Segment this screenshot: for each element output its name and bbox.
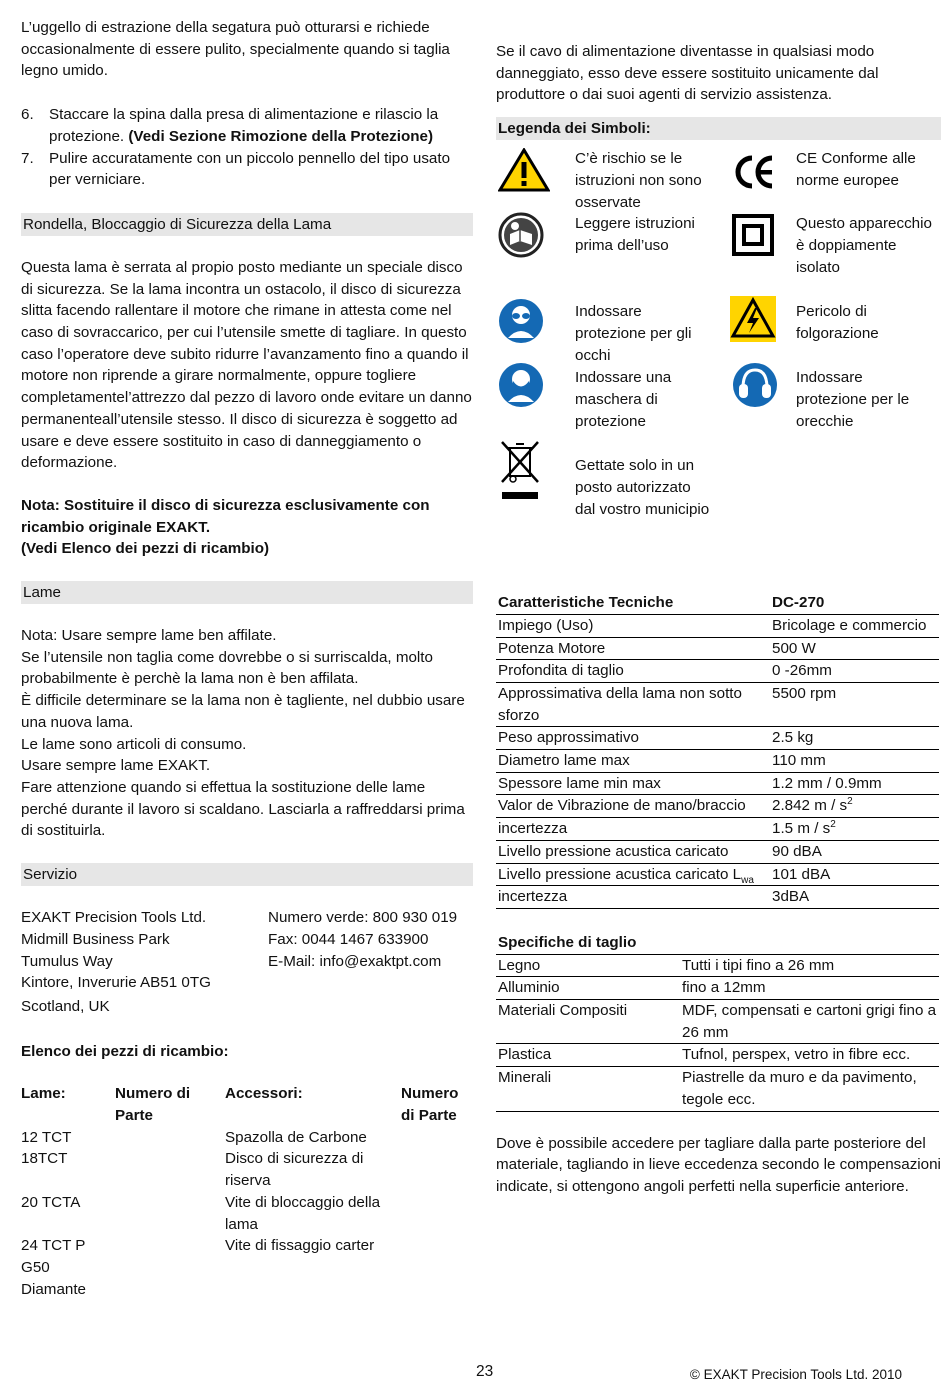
- step-item: [21, 148, 473, 191]
- address-line: EXAKT Precision Tools Ltd.: [21, 909, 207, 927]
- double-insulated-icon: [732, 214, 782, 264]
- table-row: [496, 818, 939, 841]
- symbol-label: Indossare una maschera di protezione: [575, 369, 672, 430]
- step-item: [21, 104, 473, 147]
- parts-heading: Elenco dei pezzi di ricambio:: [21, 1042, 229, 1060]
- spec-cell: fino a 12mm: [680, 977, 939, 1000]
- tech-heading: Caratteristiche Tecniche: [496, 592, 770, 614]
- blade-cell: 20 TCTA: [21, 1193, 81, 1211]
- material-cell: Minerali: [496, 1067, 680, 1111]
- step-number: 7.: [21, 149, 34, 167]
- table-row: [496, 750, 939, 773]
- spec-key: Impiego (Uso): [496, 614, 770, 637]
- material-cell: Alluminio: [496, 977, 680, 1000]
- washer-note-ref: (Vedi Elenco dei pezzi di ricambio): [21, 540, 270, 558]
- email-address[interactable]: E-Mail: info@exaktpt.com: [268, 952, 442, 970]
- symbol-label: Indossare protezione per le orecchie: [796, 369, 910, 430]
- symbol-label: Gettate solo in un posto autorizzato dal vostro municipio: [575, 457, 710, 518]
- symbol-label: Leggere istruzioni prima dell’uso: [575, 215, 695, 254]
- left-column: [21, 17, 473, 1300]
- parts-table: [21, 1083, 473, 1300]
- step-text: Pulire accuratamente con un piccolo pennello del tipo usato per verniciare.: [49, 149, 451, 189]
- section-heading-legend: Legenda dei Simboli:: [496, 117, 941, 140]
- tech-header-row: [496, 592, 939, 614]
- phone-number: Numero verde: 800 930 019: [268, 909, 458, 927]
- steps-list: [21, 104, 473, 191]
- symbol-label: Questo apparecchio è doppiamente isolato: [796, 215, 932, 276]
- spec-key: Approssimativa della lama non sotto sforzo: [496, 682, 770, 726]
- spec-cell: MDF, compensati e cartoni grigi fino a 26 mm: [680, 1000, 939, 1044]
- symbol-label: CE Conforme alle norme europee: [796, 150, 916, 189]
- table-row: [496, 727, 939, 750]
- address-line: Midmill Business Park: [21, 930, 170, 948]
- warning-triangle-icon: [498, 148, 548, 198]
- blades-line: Fare attenzione quando si effettua la sostituzione delle lame perché durante il lavoro si scaldano. Lasciarla a raffreddarsi prima di sostituirla.: [21, 778, 465, 840]
- table-row: [496, 795, 939, 818]
- spec-key: Valor de Vibrazione de mano/braccio: [496, 795, 770, 818]
- col-header: Accessori:: [225, 1085, 303, 1103]
- intro-text: L’uggello di estrazione della segatura può otturarsi e richiede occasionalmente di essere pulito, specialmente quando si taglia legno umido.: [21, 19, 450, 80]
- spec-value: 90 dBA: [770, 840, 939, 863]
- col-header: Lame:: [21, 1085, 66, 1103]
- spec-key: [496, 863, 770, 886]
- page-number: 23: [476, 1363, 494, 1380]
- cutting-specs-table: [496, 932, 939, 1112]
- symbol-label: Indossare protezione per gli occhi: [575, 303, 692, 364]
- step-text: Staccare la spina dalla presa di alimentazione e rilascio la protezione.: [49, 106, 439, 145]
- electric-hazard-icon: [730, 296, 780, 346]
- section-heading-washer: Rondella, Bloccaggio di Sicurezza della Lama: [21, 213, 473, 236]
- blades-line: Le lame sono articoli di consumo.: [21, 735, 247, 753]
- spec-key-text: Livello pressione acustica caricato L: [498, 865, 742, 883]
- subscript: wa: [741, 874, 754, 886]
- spec-value: Bricolage e commercio: [770, 614, 939, 637]
- table-row: [496, 1044, 939, 1067]
- table-row: [496, 863, 939, 886]
- spec-cell: Tufnol, perspex, vetro in fibre ecc.: [680, 1044, 939, 1067]
- table-row: [496, 1067, 939, 1111]
- blades-line: Usare sempre lame EXAKT.: [21, 757, 211, 775]
- spec-key: Profondita di taglio: [496, 660, 770, 683]
- accessory-cell: Spazolla de Carbone: [225, 1128, 367, 1146]
- section-heading-service: Servizio: [21, 863, 473, 886]
- ear-protection-icon: [732, 362, 782, 412]
- superscript: 2: [830, 819, 836, 831]
- spec-value: 2.5 kg: [770, 727, 939, 750]
- tech-specs-table: [496, 592, 939, 909]
- closing-text: Dove è possibile accedere per tagliare dalla parte posteriore del materiale, tagliando in lieve eccedenza secondo le compensazioni indicate, si ottengono angoli perfetti nella superficie anteriore.: [496, 1134, 941, 1195]
- step-ref: (Vedi Sezione Rimozione della Protezione): [128, 127, 434, 145]
- table-row: [496, 886, 939, 909]
- superscript: 2: [847, 796, 853, 808]
- spec-value: 3dBA: [770, 886, 939, 909]
- spec-value: [770, 795, 939, 818]
- tech-model: DC-270: [770, 592, 939, 614]
- spec-value: 5500 rpm: [770, 682, 939, 726]
- step-number: 6.: [21, 106, 34, 124]
- service-address: [21, 907, 268, 1018]
- section-heading-blades: Lame: [21, 581, 473, 604]
- table-row: [496, 840, 939, 863]
- table-row: [496, 772, 939, 795]
- service-info: [21, 907, 473, 1018]
- spec-key: incertezza: [496, 886, 770, 909]
- spec-key: Spessore lame min max: [496, 772, 770, 795]
- right-column: [496, 17, 941, 1198]
- dust-mask-icon: [498, 362, 548, 412]
- spec-key: Livello pressione acustica caricato: [496, 840, 770, 863]
- material-cell: Legno: [496, 954, 680, 977]
- spec-cell: Tutti i tipi fino a 26 mm: [680, 954, 939, 977]
- spec-value: [770, 818, 939, 841]
- table-row: [21, 1127, 473, 1149]
- read-manual-icon: [498, 212, 548, 262]
- blade-cell: 18TCT: [21, 1150, 68, 1168]
- copyright: © EXAKT Precision Tools Ltd. 2010: [689, 1367, 902, 1382]
- symbols-legend: [496, 140, 941, 570]
- washer-text: Questa lama è serrata al propio posto mediante un speciale disco di sicurezza. Se la lama incontra un ostacolo, il disco di sicurezza slitta facendo rallentare il motore che rimane in attesta come nel caso di sovraccarico, per cui l’utensile smette di tagliare. In questo caso l’operatore deve subito ridurre l’avanzamento fino a quando il motore non riprende a girare normalmente, oppure togliere completamentel’attrezzo dal pezzo di lavoro onde evitare un danno permanenteall’utensile stesso. Il disco di sicurezza è soggetto ad usare e deve essere sostituito in caso di danneggiamento o deformazione.: [21, 258, 472, 472]
- table-row: [21, 1235, 473, 1300]
- table-row: [21, 1192, 473, 1235]
- spec-value: 0 -26mm: [770, 660, 939, 683]
- blade-cell: 12 TCT: [21, 1128, 72, 1146]
- spec-value: 500 W: [770, 637, 939, 660]
- service-contact: [268, 907, 457, 1018]
- eye-protection-icon: [498, 298, 548, 348]
- parts-header-row: [21, 1083, 473, 1126]
- blades-line: Se l’utensile non taglia come dovrebbe o si surriscalda, molto probabilmente è perchè la lama non è ben affilata.: [21, 648, 433, 688]
- symbol-label: C’è rischio se le istruzioni non sono osservate: [575, 150, 702, 211]
- washer-note: Nota: Sostituire il disco di sicurezza esclusivamente con ricambio originale EXAKT.: [21, 496, 430, 536]
- ce-mark-icon: [732, 152, 782, 202]
- table-row: [496, 660, 939, 683]
- table-row: [21, 1148, 473, 1191]
- spec-value-text: 1.5 m / s: [772, 820, 831, 838]
- table-row: [496, 977, 939, 1000]
- cut-heading: Specifiche di taglio: [496, 932, 939, 954]
- spec-key: Diametro lame max: [496, 750, 770, 773]
- spec-value: 1.2 mm / 0.9mm: [770, 772, 939, 795]
- symbol-label: Pericolo di folgorazione: [796, 303, 879, 342]
- address-line: Scotland, UK: [21, 997, 110, 1015]
- spec-key: incertezza: [496, 818, 770, 841]
- spec-cell: Piastrelle da muro e da pavimento, tegole ecc.: [680, 1067, 939, 1111]
- spec-value: 101 dBA: [770, 863, 939, 886]
- cable-text: Se il cavo di alimentazione diventasse in qualsiasi modo danneggiato, esso deve essere sostituito unicamente dal produttore o dai suoi agenti di servizio assistenza.: [496, 43, 879, 104]
- blades-line: È difficile determinare se la lama non è tagliente, nel dubbio usare una nuova lama.: [21, 692, 465, 731]
- table-row: [496, 954, 939, 977]
- table-row: [496, 614, 939, 637]
- spec-value-text: 2.842 m / s: [772, 797, 848, 815]
- address-line: Kintore, Inverurie AB51 0TG: [21, 974, 211, 992]
- address-line: Tumulus Way: [21, 952, 113, 970]
- cut-header-row: [496, 932, 939, 954]
- accessory-cell: Vite di fissaggio carter: [225, 1237, 375, 1255]
- col-header: Numero di Parte: [115, 1085, 191, 1125]
- spec-value: 110 mm: [770, 750, 939, 773]
- col-header: Numero di Parte: [401, 1085, 459, 1125]
- spec-key: Peso approssimativo: [496, 727, 770, 750]
- material-cell: Materiali Compositi: [496, 1000, 680, 1044]
- blade-cell: 24 TCT P G50 Diamante: [21, 1237, 86, 1298]
- accessory-cell: Disco di sicurezza di riserva: [225, 1150, 364, 1190]
- material-cell: Plastica: [496, 1044, 680, 1067]
- accessory-cell: Vite di bloccaggio della lama: [225, 1193, 381, 1233]
- table-row: [496, 682, 939, 726]
- fax-number: Fax: 0044 1467 633900: [268, 930, 429, 948]
- blades-line: Nota: Usare sempre lame ben affilate.: [21, 627, 277, 645]
- spec-key: Potenza Motore: [496, 637, 770, 660]
- table-row: [496, 637, 939, 660]
- weee-bin-icon: [498, 440, 548, 502]
- table-row: [496, 1000, 939, 1044]
